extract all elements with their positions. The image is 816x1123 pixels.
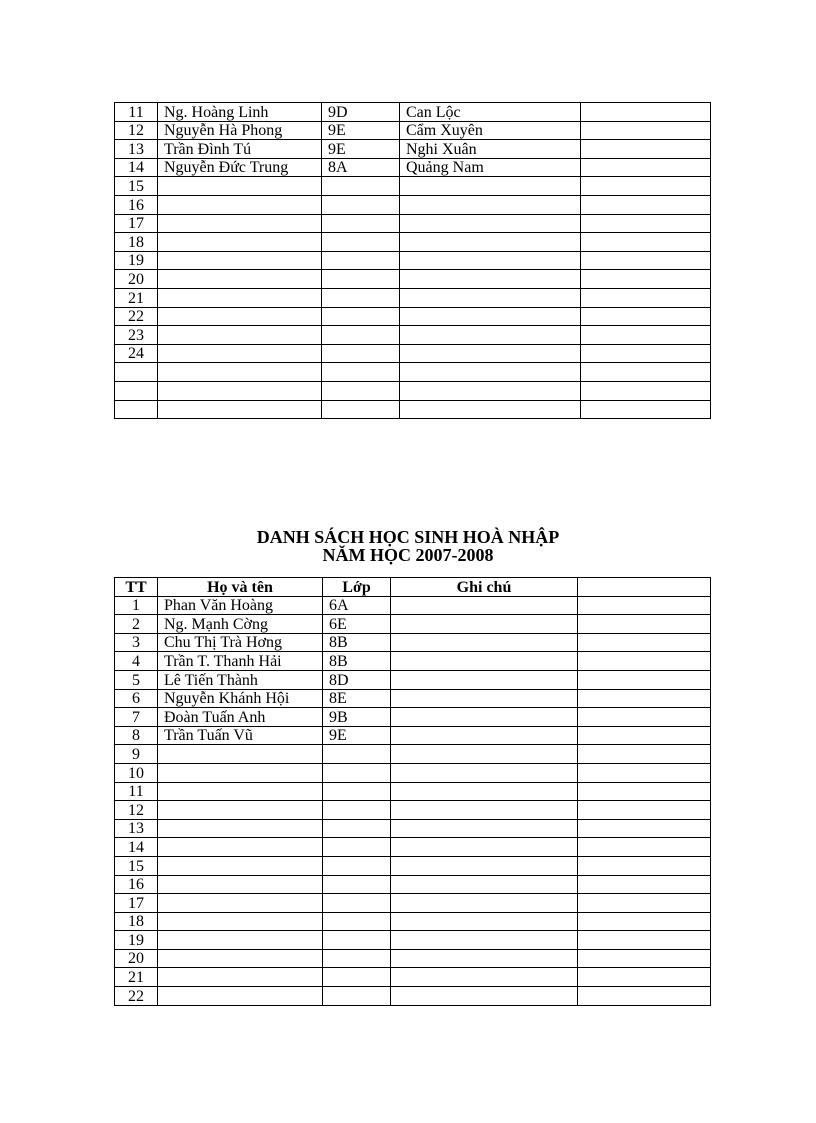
cell-note xyxy=(391,931,578,950)
cell-number: 9 xyxy=(115,745,158,764)
cell-number: 11 xyxy=(115,103,158,122)
table-row xyxy=(115,838,711,857)
cell-note xyxy=(400,326,581,345)
cell-extra xyxy=(578,856,711,875)
table-row xyxy=(115,270,711,289)
cell-name xyxy=(158,214,322,233)
cell-name: Phan Văn Hoàng xyxy=(158,596,323,615)
cell-name xyxy=(158,400,322,419)
table-row xyxy=(115,633,711,652)
cell-name: Ng. Mạnh Cờng xyxy=(158,615,323,634)
cell-extra xyxy=(578,949,711,968)
cell-number: 19 xyxy=(115,931,158,950)
cell-class xyxy=(322,214,400,233)
cell-note xyxy=(391,633,578,652)
cell-note xyxy=(391,782,578,801)
inclusive-students-table xyxy=(114,577,711,1006)
cell-note: Can Lộc xyxy=(400,103,581,122)
table-row xyxy=(115,782,711,801)
cell-note xyxy=(400,363,581,382)
cell-name xyxy=(158,782,323,801)
cell-note xyxy=(391,968,578,987)
cell-class: 8E xyxy=(323,689,391,708)
cell-name xyxy=(158,307,322,326)
cell-name xyxy=(158,819,323,838)
cell-number: 18 xyxy=(115,912,158,931)
cell-note xyxy=(400,177,581,196)
cell-number: 13 xyxy=(115,140,158,159)
cell-note xyxy=(391,652,578,671)
cell-extra xyxy=(578,689,711,708)
cell-note xyxy=(400,288,581,307)
cell-class xyxy=(322,381,400,400)
cell-name xyxy=(158,177,322,196)
cell-class xyxy=(322,270,400,289)
cell-extra xyxy=(578,670,711,689)
cell-name xyxy=(158,270,322,289)
table-row xyxy=(115,912,711,931)
table-row xyxy=(115,140,711,159)
cell-name: Trần Đình Tú xyxy=(158,140,322,159)
cell-class: 9D xyxy=(322,103,400,122)
cell-extra xyxy=(578,596,711,615)
cell-class xyxy=(322,307,400,326)
cell-number xyxy=(115,400,158,419)
cell-number: 22 xyxy=(115,307,158,326)
cell-extra xyxy=(581,400,711,419)
cell-number: 1 xyxy=(115,596,158,615)
table-row xyxy=(115,615,711,634)
cell-class: 9E xyxy=(322,121,400,140)
cell-number: 12 xyxy=(115,801,158,820)
cell-name xyxy=(158,856,323,875)
cell-name xyxy=(158,745,323,764)
cell-extra xyxy=(581,307,711,326)
cell-name: Trần Tuấn Vũ xyxy=(158,726,323,745)
cell-extra xyxy=(581,121,711,140)
table-row xyxy=(115,875,711,894)
cell-extra xyxy=(581,158,711,177)
cell-extra xyxy=(578,931,711,950)
cell-class: 8A xyxy=(322,158,400,177)
header-class: Lớp xyxy=(323,578,391,597)
cell-name: Lê Tiến Thành xyxy=(158,670,323,689)
table-row xyxy=(115,949,711,968)
cell-name: Ng. Hoàng Linh xyxy=(158,103,322,122)
cell-name xyxy=(158,912,323,931)
table-row xyxy=(115,121,711,140)
cell-class: 9E xyxy=(322,140,400,159)
header-name: Họ và tên xyxy=(158,578,323,597)
cell-class xyxy=(322,400,400,419)
cell-class: 9E xyxy=(323,726,391,745)
table-row xyxy=(115,596,711,615)
cell-class xyxy=(323,894,391,913)
cell-note xyxy=(391,596,578,615)
cell-note: Nghi Xuân xyxy=(400,140,581,159)
cell-class xyxy=(323,931,391,950)
cell-name xyxy=(158,987,323,1006)
header-note: Ghi chú xyxy=(391,578,578,597)
cell-name xyxy=(158,875,323,894)
cell-number: 8 xyxy=(115,726,158,745)
cell-number: 17 xyxy=(115,894,158,913)
cell-class xyxy=(322,288,400,307)
cell-number: 5 xyxy=(115,670,158,689)
cell-name: Nguyễn Đức Trung xyxy=(158,158,322,177)
cell-extra xyxy=(581,326,711,345)
cell-name: Nguyễn Hà Phong xyxy=(158,121,322,140)
header-row xyxy=(115,578,711,597)
cell-number: 6 xyxy=(115,689,158,708)
cell-class xyxy=(323,819,391,838)
cell-number: 22 xyxy=(115,987,158,1006)
cell-class xyxy=(323,801,391,820)
cell-extra xyxy=(581,270,711,289)
table-row xyxy=(115,819,711,838)
cell-note xyxy=(391,801,578,820)
cell-extra xyxy=(578,745,711,764)
cell-note xyxy=(400,344,581,363)
table-row xyxy=(115,177,711,196)
cell-class xyxy=(322,326,400,345)
cell-number: 13 xyxy=(115,819,158,838)
table-row xyxy=(115,670,711,689)
cell-class xyxy=(322,177,400,196)
cell-class xyxy=(322,195,400,214)
cell-number: 18 xyxy=(115,233,158,252)
cell-note xyxy=(391,894,578,913)
cell-note xyxy=(391,708,578,727)
cell-extra xyxy=(578,968,711,987)
cell-number: 2 xyxy=(115,615,158,634)
cell-name xyxy=(158,363,322,382)
cell-note xyxy=(400,214,581,233)
cell-extra xyxy=(581,381,711,400)
table-row xyxy=(115,726,711,745)
cell-number: 12 xyxy=(115,121,158,140)
cell-number: 20 xyxy=(115,270,158,289)
cell-number: 24 xyxy=(115,344,158,363)
table-row xyxy=(115,214,711,233)
cell-extra xyxy=(581,233,711,252)
cell-name: Nguyễn Khánh Hội xyxy=(158,689,323,708)
cell-note xyxy=(391,838,578,857)
cell-extra xyxy=(578,763,711,782)
cell-class: 8B xyxy=(323,652,391,671)
cell-extra xyxy=(578,615,711,634)
cell-number xyxy=(115,381,158,400)
table-row xyxy=(115,763,711,782)
cell-name: Chu Thị Trà Hơng xyxy=(158,633,323,652)
cell-class: 6A xyxy=(323,596,391,615)
cell-class xyxy=(322,344,400,363)
cell-name xyxy=(158,838,323,857)
table-row xyxy=(115,233,711,252)
cell-note xyxy=(400,307,581,326)
cell-number: 15 xyxy=(115,177,158,196)
cell-note xyxy=(400,270,581,289)
cell-note xyxy=(391,726,578,745)
cell-class xyxy=(323,782,391,801)
cell-extra xyxy=(578,987,711,1006)
cell-name: Trần T. Thanh Hải xyxy=(158,652,323,671)
cell-extra xyxy=(578,708,711,727)
title-line-1: DANH SÁCH HỌC SINH HOÀ NHẬP xyxy=(256,527,560,547)
cell-class xyxy=(323,949,391,968)
cell-note xyxy=(391,875,578,894)
cell-name xyxy=(158,233,322,252)
cell-class: 8B xyxy=(323,633,391,652)
cell-class: 9B xyxy=(323,708,391,727)
cell-extra xyxy=(578,819,711,838)
cell-number: 16 xyxy=(115,195,158,214)
cell-note xyxy=(391,763,578,782)
table-row xyxy=(115,745,711,764)
cell-note xyxy=(391,987,578,1006)
cell-note xyxy=(391,670,578,689)
cell-extra xyxy=(581,195,711,214)
table-row xyxy=(115,363,711,382)
cell-note xyxy=(391,949,578,968)
cell-name xyxy=(158,931,323,950)
cell-name xyxy=(158,949,323,968)
cell-number: 20 xyxy=(115,949,158,968)
cell-number: 15 xyxy=(115,856,158,875)
cell-note xyxy=(391,615,578,634)
cell-note: Quảng Nam xyxy=(400,158,581,177)
cell-extra xyxy=(578,894,711,913)
cell-class xyxy=(323,968,391,987)
cell-extra xyxy=(581,288,711,307)
cell-note xyxy=(400,195,581,214)
cell-number: 19 xyxy=(115,251,158,270)
cell-class xyxy=(322,251,400,270)
cell-number: 3 xyxy=(115,633,158,652)
table-row xyxy=(115,931,711,950)
cell-note xyxy=(391,856,578,875)
cell-note xyxy=(391,819,578,838)
cell-class: 6E xyxy=(323,615,391,634)
cell-name xyxy=(158,195,322,214)
student-table-continued xyxy=(114,102,711,419)
cell-class xyxy=(323,838,391,857)
cell-name xyxy=(158,288,322,307)
cell-class xyxy=(323,987,391,1006)
table-row xyxy=(115,856,711,875)
cell-extra xyxy=(581,103,711,122)
table-row xyxy=(115,288,711,307)
cell-extra xyxy=(581,214,711,233)
cell-number: 21 xyxy=(115,968,158,987)
table-row xyxy=(115,326,711,345)
cell-class xyxy=(322,363,400,382)
cell-name: Đoàn Tuấn Anh xyxy=(158,708,323,727)
cell-number: 23 xyxy=(115,326,158,345)
cell-extra xyxy=(578,633,711,652)
cell-note xyxy=(400,251,581,270)
cell-number: 17 xyxy=(115,214,158,233)
table-row xyxy=(115,987,711,1006)
cell-extra xyxy=(581,344,711,363)
cell-number xyxy=(115,363,158,382)
cell-number: 4 xyxy=(115,652,158,671)
cell-extra xyxy=(578,652,711,671)
cell-note xyxy=(391,689,578,708)
cell-name xyxy=(158,763,323,782)
cell-note xyxy=(400,400,581,419)
cell-number: 21 xyxy=(115,288,158,307)
table-row xyxy=(115,158,711,177)
student-table-continued-body xyxy=(115,103,711,419)
cell-class xyxy=(323,875,391,894)
cell-class xyxy=(323,745,391,764)
table-row xyxy=(115,689,711,708)
cell-number: 11 xyxy=(115,782,158,801)
cell-number: 10 xyxy=(115,763,158,782)
cell-extra xyxy=(581,140,711,159)
cell-extra xyxy=(578,838,711,857)
table-row xyxy=(115,381,711,400)
header-tt: TT xyxy=(115,578,158,597)
cell-number: 14 xyxy=(115,158,158,177)
cell-note xyxy=(391,745,578,764)
table-row xyxy=(115,400,711,419)
cell-number: 16 xyxy=(115,875,158,894)
cell-extra xyxy=(578,801,711,820)
title-line-2: NĂM HỌC 2007-2008 xyxy=(322,545,494,565)
cell-extra xyxy=(578,912,711,931)
cell-name xyxy=(158,344,322,363)
cell-class xyxy=(322,233,400,252)
table-row xyxy=(115,968,711,987)
cell-note xyxy=(400,381,581,400)
cell-name xyxy=(158,801,323,820)
cell-class xyxy=(323,763,391,782)
table-row xyxy=(115,801,711,820)
inclusive-students-table-body xyxy=(115,596,711,1005)
cell-note xyxy=(400,233,581,252)
cell-extra xyxy=(578,726,711,745)
table-row xyxy=(115,103,711,122)
cell-name xyxy=(158,251,322,270)
cell-name xyxy=(158,968,323,987)
cell-number: 14 xyxy=(115,838,158,857)
cell-name xyxy=(158,326,322,345)
cell-note: Cẩm Xuyên xyxy=(400,121,581,140)
cell-extra xyxy=(578,782,711,801)
cell-class: 8D xyxy=(323,670,391,689)
cell-extra xyxy=(581,251,711,270)
table-row xyxy=(115,894,711,913)
cell-extra xyxy=(581,177,711,196)
cell-note xyxy=(391,912,578,931)
table-row xyxy=(115,251,711,270)
header-extra xyxy=(578,578,711,597)
table-row xyxy=(115,195,711,214)
cell-name xyxy=(158,381,322,400)
cell-extra xyxy=(581,363,711,382)
cell-class xyxy=(323,912,391,931)
inclusive-students-table-header xyxy=(115,578,711,597)
cell-extra xyxy=(578,875,711,894)
cell-number: 7 xyxy=(115,708,158,727)
cell-class xyxy=(323,856,391,875)
table-row xyxy=(115,708,711,727)
table-row xyxy=(115,344,711,363)
cell-name xyxy=(158,894,323,913)
document-title xyxy=(0,528,816,564)
table-row xyxy=(115,652,711,671)
table-row xyxy=(115,307,711,326)
